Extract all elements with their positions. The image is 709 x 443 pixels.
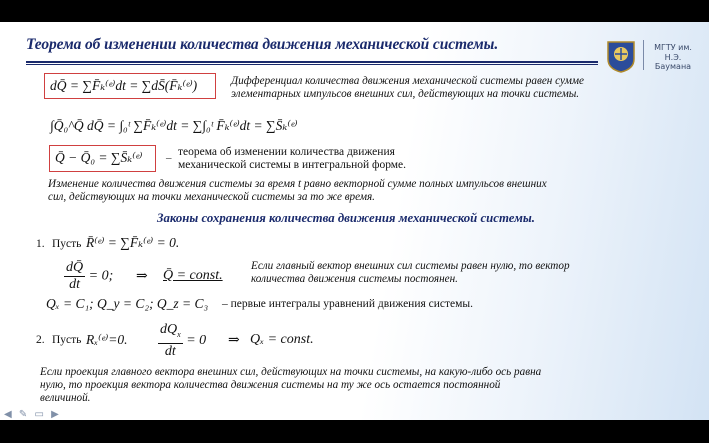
- arrow-left-icon[interactable]: ◀: [4, 409, 12, 420]
- formula-1: dQ̄ = ∑F̄ₖ⁽ᵉ⁾dt = ∑dS̄(F̄ₖ⁽ᵉ⁾): [50, 78, 198, 93]
- slide-title: Теорема об изменении количества движения механической системы.: [26, 36, 499, 53]
- title-rule-thin: [26, 64, 598, 65]
- item-2-formula: Rₓ⁽ᵉ⁾=0.: [86, 332, 128, 347]
- item-2-text: Пусть: [52, 334, 82, 346]
- implies-icon-2: ⇒: [228, 333, 240, 348]
- formula-2: ∫Q̄₀^Q̄ dQ̄ = ∫₀ᵗ ∑F̄ₖ⁽ᵉ⁾dt = ∑∫₀ᵗ F̄ₖ⁽ᵉ⁾dt = ∑S̄ₖ⁽ᵉ⁾: [50, 118, 298, 133]
- screen-icon[interactable]: ▭: [34, 409, 44, 420]
- item-1-number: 1.: [36, 238, 45, 250]
- desc-1: Дифференциал количества движения механической системы равен сумме элементарных импульсов внешних сил, действующих на точки системы.: [231, 75, 584, 100]
- item-1-result: Q̄ = const.: [163, 268, 223, 283]
- item-1-formula: R̄⁽ᵉ⁾ = ∑F̄ₖ⁽ᵉ⁾ = 0.: [86, 235, 180, 250]
- arrow-right-icon[interactable]: ▶: [51, 409, 59, 420]
- dq-dt-equation: $\frac{dQ̄}{dt}$ = 0;: [66, 260, 114, 292]
- desc-6: Если проекция главного вектора внешних сил, действующих на точки системы, на какую-либо ось равна нулю, то проекция вектора количества движения системы на ту же ось остается постоянной величиной.: [40, 366, 542, 404]
- logo-text: МГТУ им. Н.Э. Баумана: [654, 43, 692, 71]
- first-integrals-desc: – первые интегралы уравнений движения системы.: [222, 298, 474, 310]
- item-2-result: Qₓ = const.: [250, 332, 314, 347]
- university-crest-icon: [606, 39, 636, 73]
- formula-3: Q̄ − Q̄₀ = ∑S̄ₖ⁽ᵉ⁾: [55, 150, 143, 165]
- item-2-number: 2.: [36, 334, 45, 346]
- logo-separator: [643, 40, 644, 70]
- dash: –: [166, 152, 172, 164]
- pen-icon[interactable]: ✎: [18, 409, 28, 420]
- slide-nav: [4, 409, 63, 420]
- dqx-dt-equation: $\frac{dQ_x}{dt}$ = 0: [160, 322, 207, 359]
- title-rule: [26, 61, 598, 63]
- desc-3: теорема об изменении количества движения механической системы в интегральной форме.: [178, 146, 407, 171]
- slide: [0, 22, 709, 420]
- desc-5: Если главный вектор внешних сил системы равен нулю, то вектор количества движения системы постоянен.: [251, 260, 570, 285]
- first-integrals: Qₓ = C₁; Q_y = C₂; Q_z = C₃: [46, 296, 209, 311]
- desc-4: Изменение количества движения системы за время t равно векторной сумме полных импульсов внешних сил, действующих на точки механической системы за то же время.: [48, 178, 547, 203]
- implies-icon: ⇒: [136, 269, 148, 284]
- item-1-text: Пусть: [52, 238, 82, 250]
- section-subtitle: Законы сохранения количества движения механической системы.: [157, 211, 535, 225]
